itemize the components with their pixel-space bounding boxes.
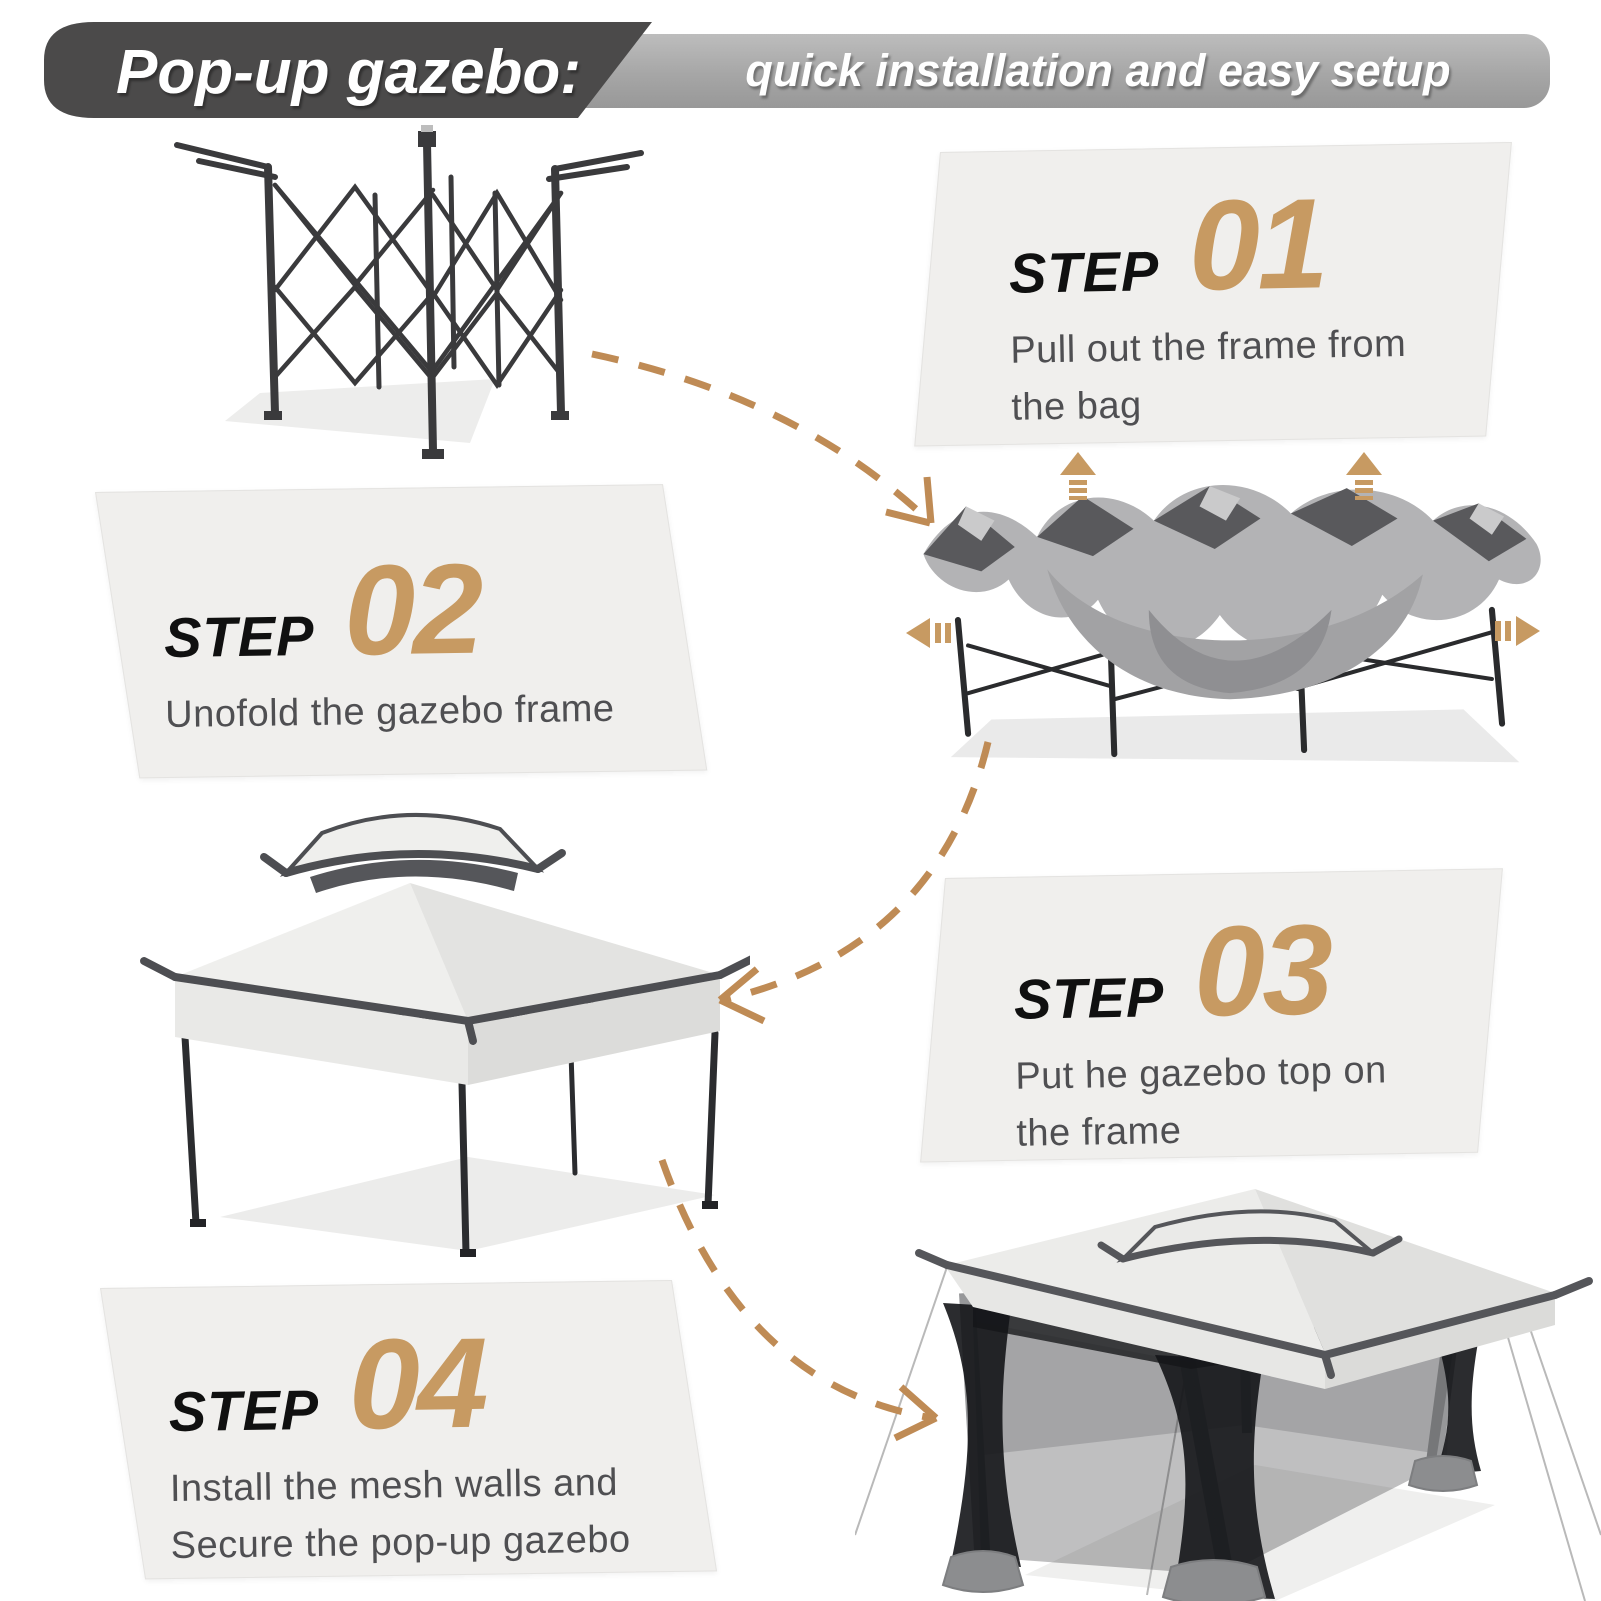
step-01-label: STEP [1008, 239, 1160, 305]
half-open-frame-illustration [895, 450, 1565, 780]
step-03-number: 03 [1192, 898, 1332, 1044]
folded-frame-illustration [165, 115, 655, 460]
step-01-card [914, 142, 1512, 446]
page-subtitle: quick installation and easy setup [745, 45, 1451, 96]
page-title: Pop-up gazebo: [116, 38, 581, 107]
step-02-label: STEP [163, 603, 315, 670]
step-02-card [95, 484, 707, 778]
header-banner [40, 18, 1565, 122]
mesh-gazebo-illustration [855, 1175, 1601, 1601]
step-04-description: Install the mesh walls and Secure the pop-up gazebo [169, 1461, 631, 1568]
expand-left-arrow [906, 618, 954, 648]
step-01-description: Pull out the frame from the bag [1010, 323, 1407, 429]
step-04-card [100, 1280, 717, 1579]
open-gazebo-illustration [70, 785, 750, 1260]
step-03-description: Put he gazebo top on the frame [1015, 1049, 1387, 1155]
expand-up-arrow-right [1346, 452, 1382, 500]
step-01-number: 01 [1187, 172, 1327, 318]
step-03-label: STEP [1013, 965, 1165, 1031]
step-04-number: 04 [347, 1311, 487, 1457]
expand-right-arrow [1492, 616, 1540, 646]
step-04-label: STEP [168, 1377, 320, 1444]
step-02-number: 02 [343, 537, 482, 683]
step-03-card [920, 868, 1503, 1162]
expand-up-arrow-left [1060, 452, 1096, 500]
step-02-description: Unofold the gazebo frame [164, 687, 615, 737]
